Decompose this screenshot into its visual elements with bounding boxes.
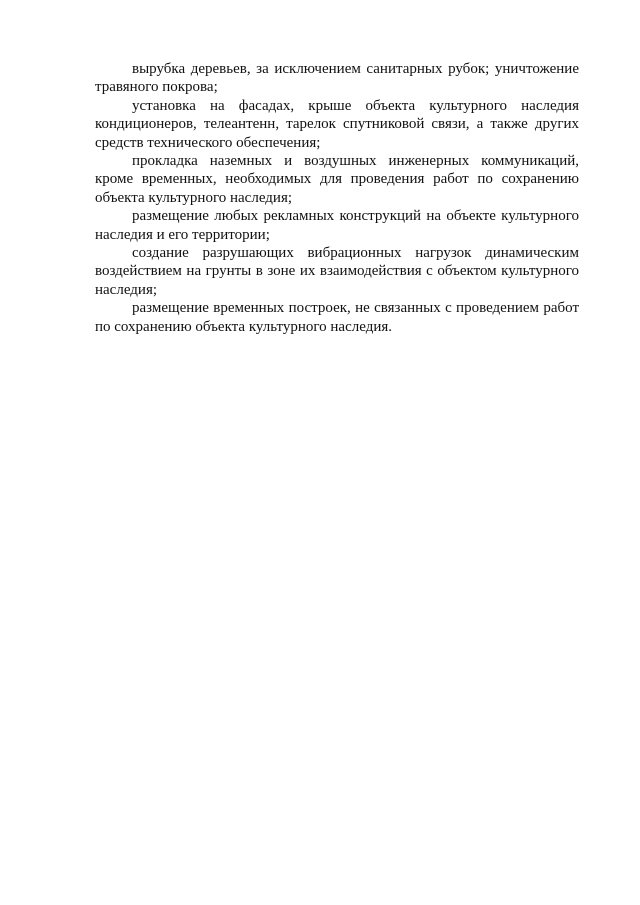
- document-body: [95, 60, 579, 336]
- paragraph-temporary-buildings: размещение временных построек, не связанных с проведением работ по сохранению объекта культурного наследия.: [95, 300, 579, 335]
- paragraph-tree-felling: вырубка деревьев, за исключением санитарных рубок; уничтожение травяного покрова;: [95, 61, 579, 96]
- paragraph-advertising-structures: размещение любых рекламных конструкций на объекте культурного наследия и его территории;: [95, 208, 579, 243]
- paragraph-facade-equipment: установка на фасадах, крыше объекта культурного наследия кондиционеров, телеантенн, тарелок спутниковой связи, а также других средств технического обеспечения;: [95, 97, 579, 151]
- paragraph-engineering-communications: прокладка наземных и воздушных инженерных коммуникаций, кроме временных, необходимых для проведения работ по сохранению объекта культурного наследия;: [95, 153, 579, 206]
- paragraph-vibration-loads: создание разрушающих вибрационных нагрузок динамическим воздействием на грунты в зоне их взаимодействия с объектом культурного наследия;: [95, 245, 579, 298]
